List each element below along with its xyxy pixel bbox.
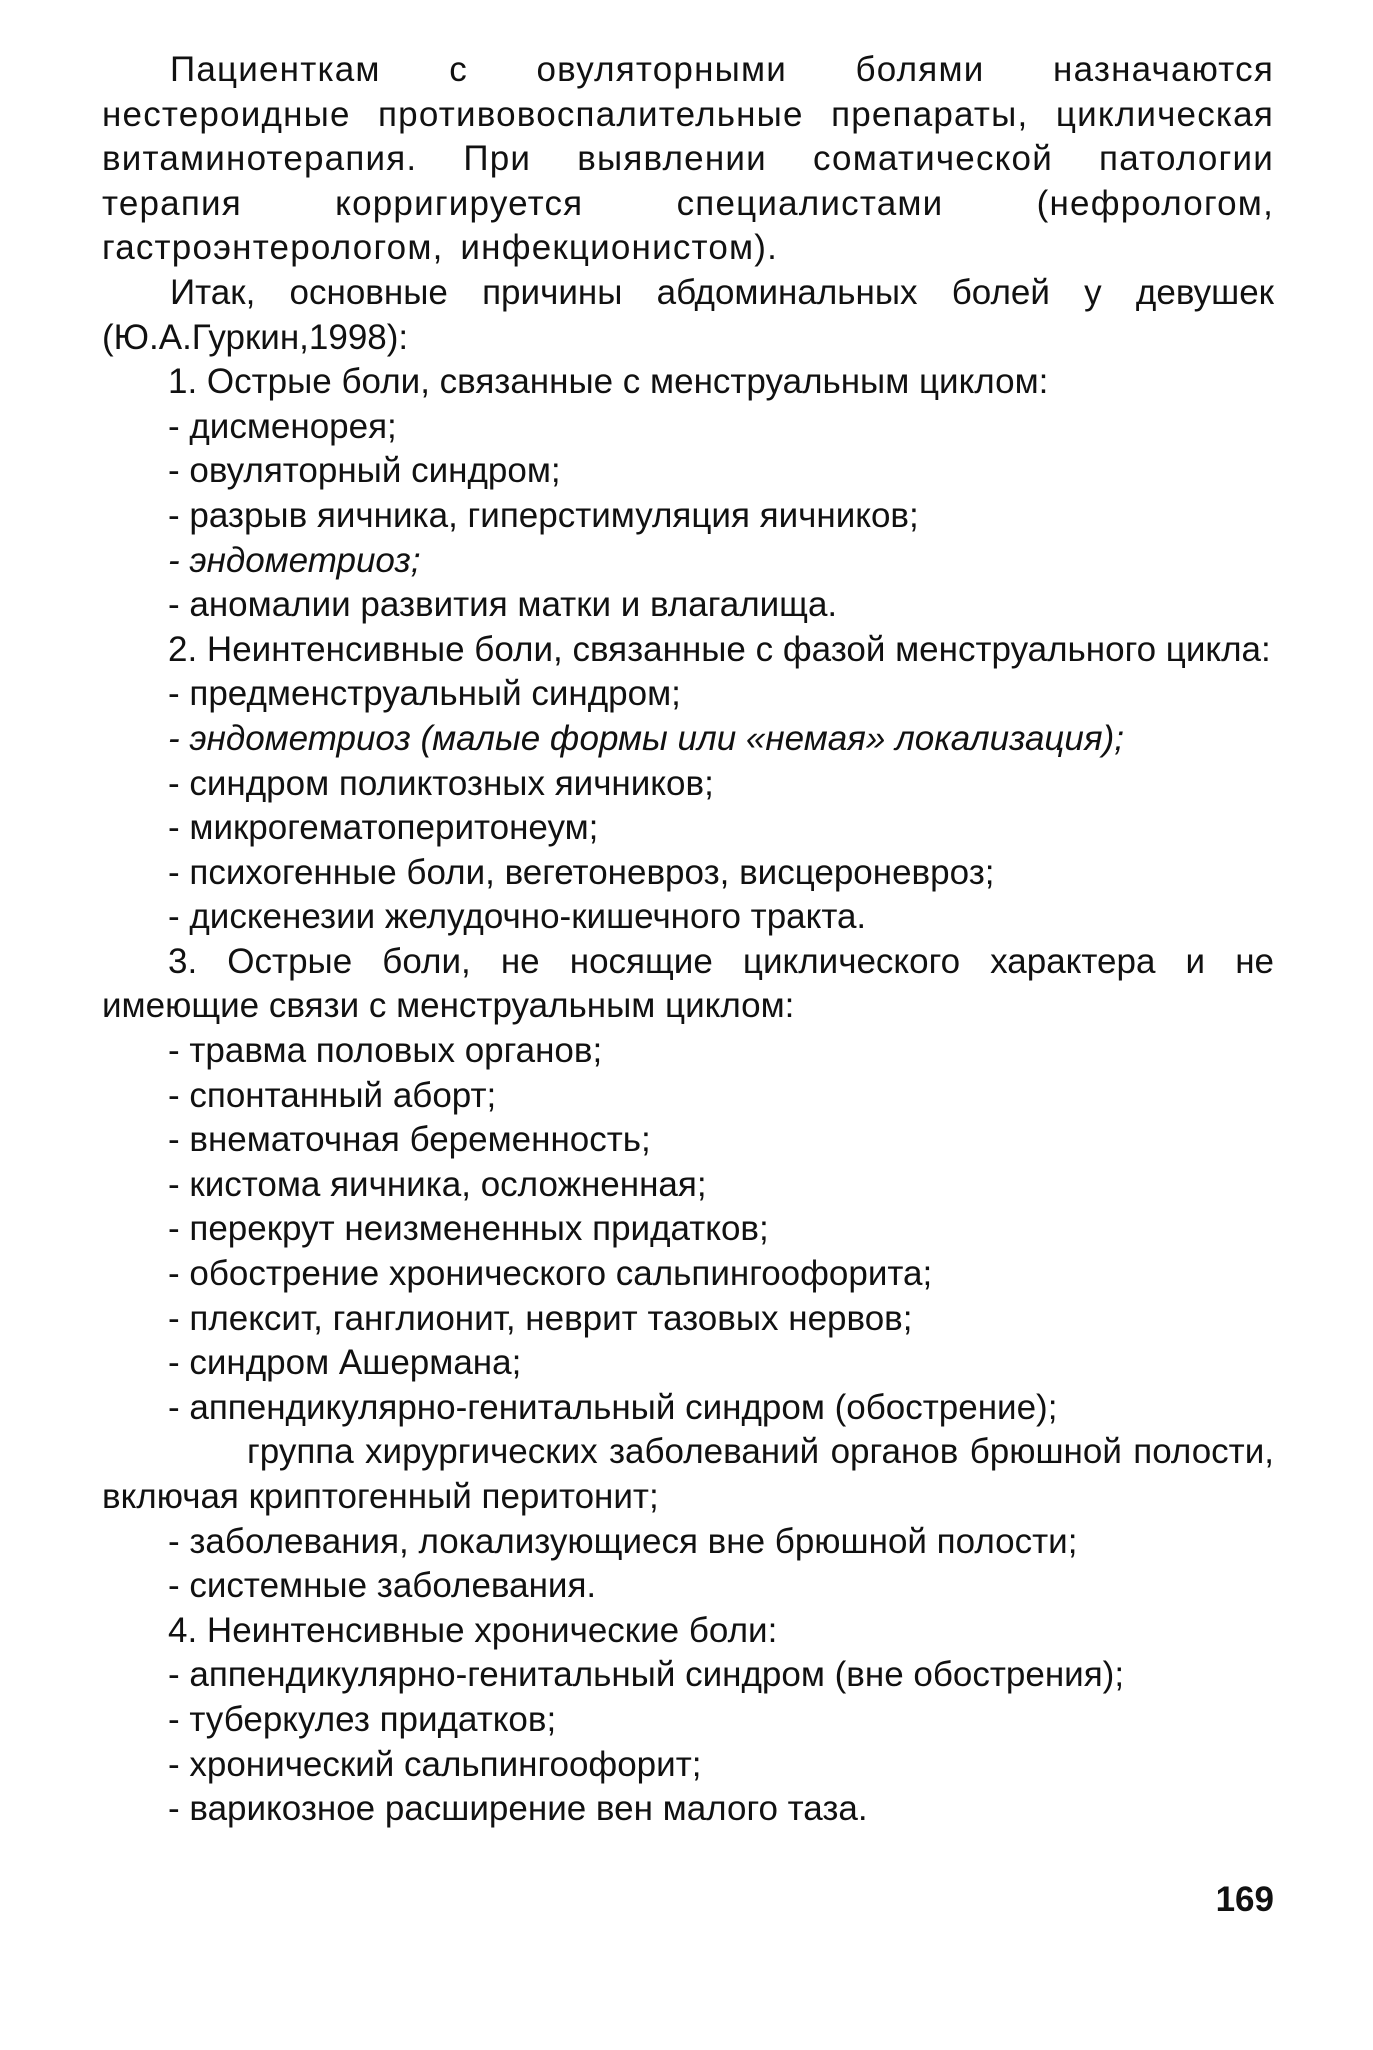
list-item: - внематочная беременность; bbox=[168, 1120, 651, 1160]
list-item: - синдром Ашермана; bbox=[168, 1343, 522, 1383]
page-text bbox=[102, 48, 1274, 1832]
list-item: - аппендикулярно-генитальный синдром (вне обострения); bbox=[168, 1655, 1125, 1695]
intro-paragraph: Пациенткам с овуляторными болями назначаются нестероидные противовоспалительные препараты, циклическая витаминотерапия. При выявлении соматической патологии терапия корригируется специалистами (нефрологом, гастроэнтерологом, инфекционистом). bbox=[102, 50, 1274, 268]
list-item: - спонтанный аборт; bbox=[168, 1075, 497, 1115]
list-item: - плексит, ганглионит, неврит тазовых нервов; bbox=[168, 1298, 913, 1338]
page-number: 169 bbox=[1215, 1880, 1274, 1919]
list-item: - варикозное расширение вен малого таза. bbox=[168, 1789, 868, 1829]
list-item: - аномалии развития матки и влагалища. bbox=[168, 585, 838, 625]
group-3-heading: 3. Острые боли, не носящие циклического характера и не имеющие связи с менструальным циклом: bbox=[102, 941, 1274, 1026]
list-item: - хронический сальпингоофорит; bbox=[168, 1744, 702, 1784]
list-item: - предменструальный синдром; bbox=[168, 674, 681, 714]
list-item: - дискенезии желудочно-кишечного тракта. bbox=[168, 897, 867, 937]
list-item bbox=[102, 539, 1274, 584]
group-3-continuation: группа хирургических заболеваний органов брюшной полости, включая криптогенный перитонит; bbox=[102, 1432, 1274, 1516]
list-item: - микрогематоперитонеум; bbox=[168, 808, 599, 848]
group-1-heading: 1. Острые боли, связанные с менструальным циклом: bbox=[168, 362, 1049, 402]
list-item: - системные заболевания. bbox=[168, 1566, 597, 1606]
list-item: - перекрут неизмененных придатков; bbox=[168, 1209, 769, 1249]
group-2-heading: 2. Неинтенсивные боли, связанные с фазой менструального цикла: bbox=[168, 629, 1271, 669]
list-item: - туберкулез придатков; bbox=[168, 1699, 557, 1739]
list-item: - синдром поликтозных яичников; bbox=[168, 763, 714, 803]
list-item: - дисменорея; bbox=[168, 406, 397, 446]
summary-paragraph: Итак, основные причины абдоминальных болей у девушек (Ю.А.Гуркин,1998): bbox=[102, 272, 1274, 357]
list-item-italic: - эндометриоз; bbox=[168, 540, 421, 580]
list-item-italic: - эндометриоз (малые формы или «немая» локализация); bbox=[168, 718, 1124, 758]
list-item: - разрыв яичника, гиперстимуляция яичников; bbox=[168, 495, 919, 535]
list-item: - травма половых органов; bbox=[168, 1031, 603, 1071]
group-4-heading: 4. Неинтенсивные хронические боли: bbox=[168, 1610, 778, 1650]
list-item: - заболевания, локализующиеся вне брюшной полости; bbox=[168, 1521, 1078, 1561]
list-item: - аппендикулярно-генитальный синдром (обострение); bbox=[168, 1387, 1058, 1427]
list-item: - кистома яичника, осложненная; bbox=[168, 1164, 707, 1204]
list-item: - психогенные боли, вегетоневроз, висцероневроз; bbox=[168, 852, 995, 892]
list-item bbox=[102, 717, 1274, 762]
list-item: - овуляторный синдром; bbox=[168, 451, 561, 491]
list-item: - обострение хронического сальпингоофорита; bbox=[168, 1254, 933, 1294]
